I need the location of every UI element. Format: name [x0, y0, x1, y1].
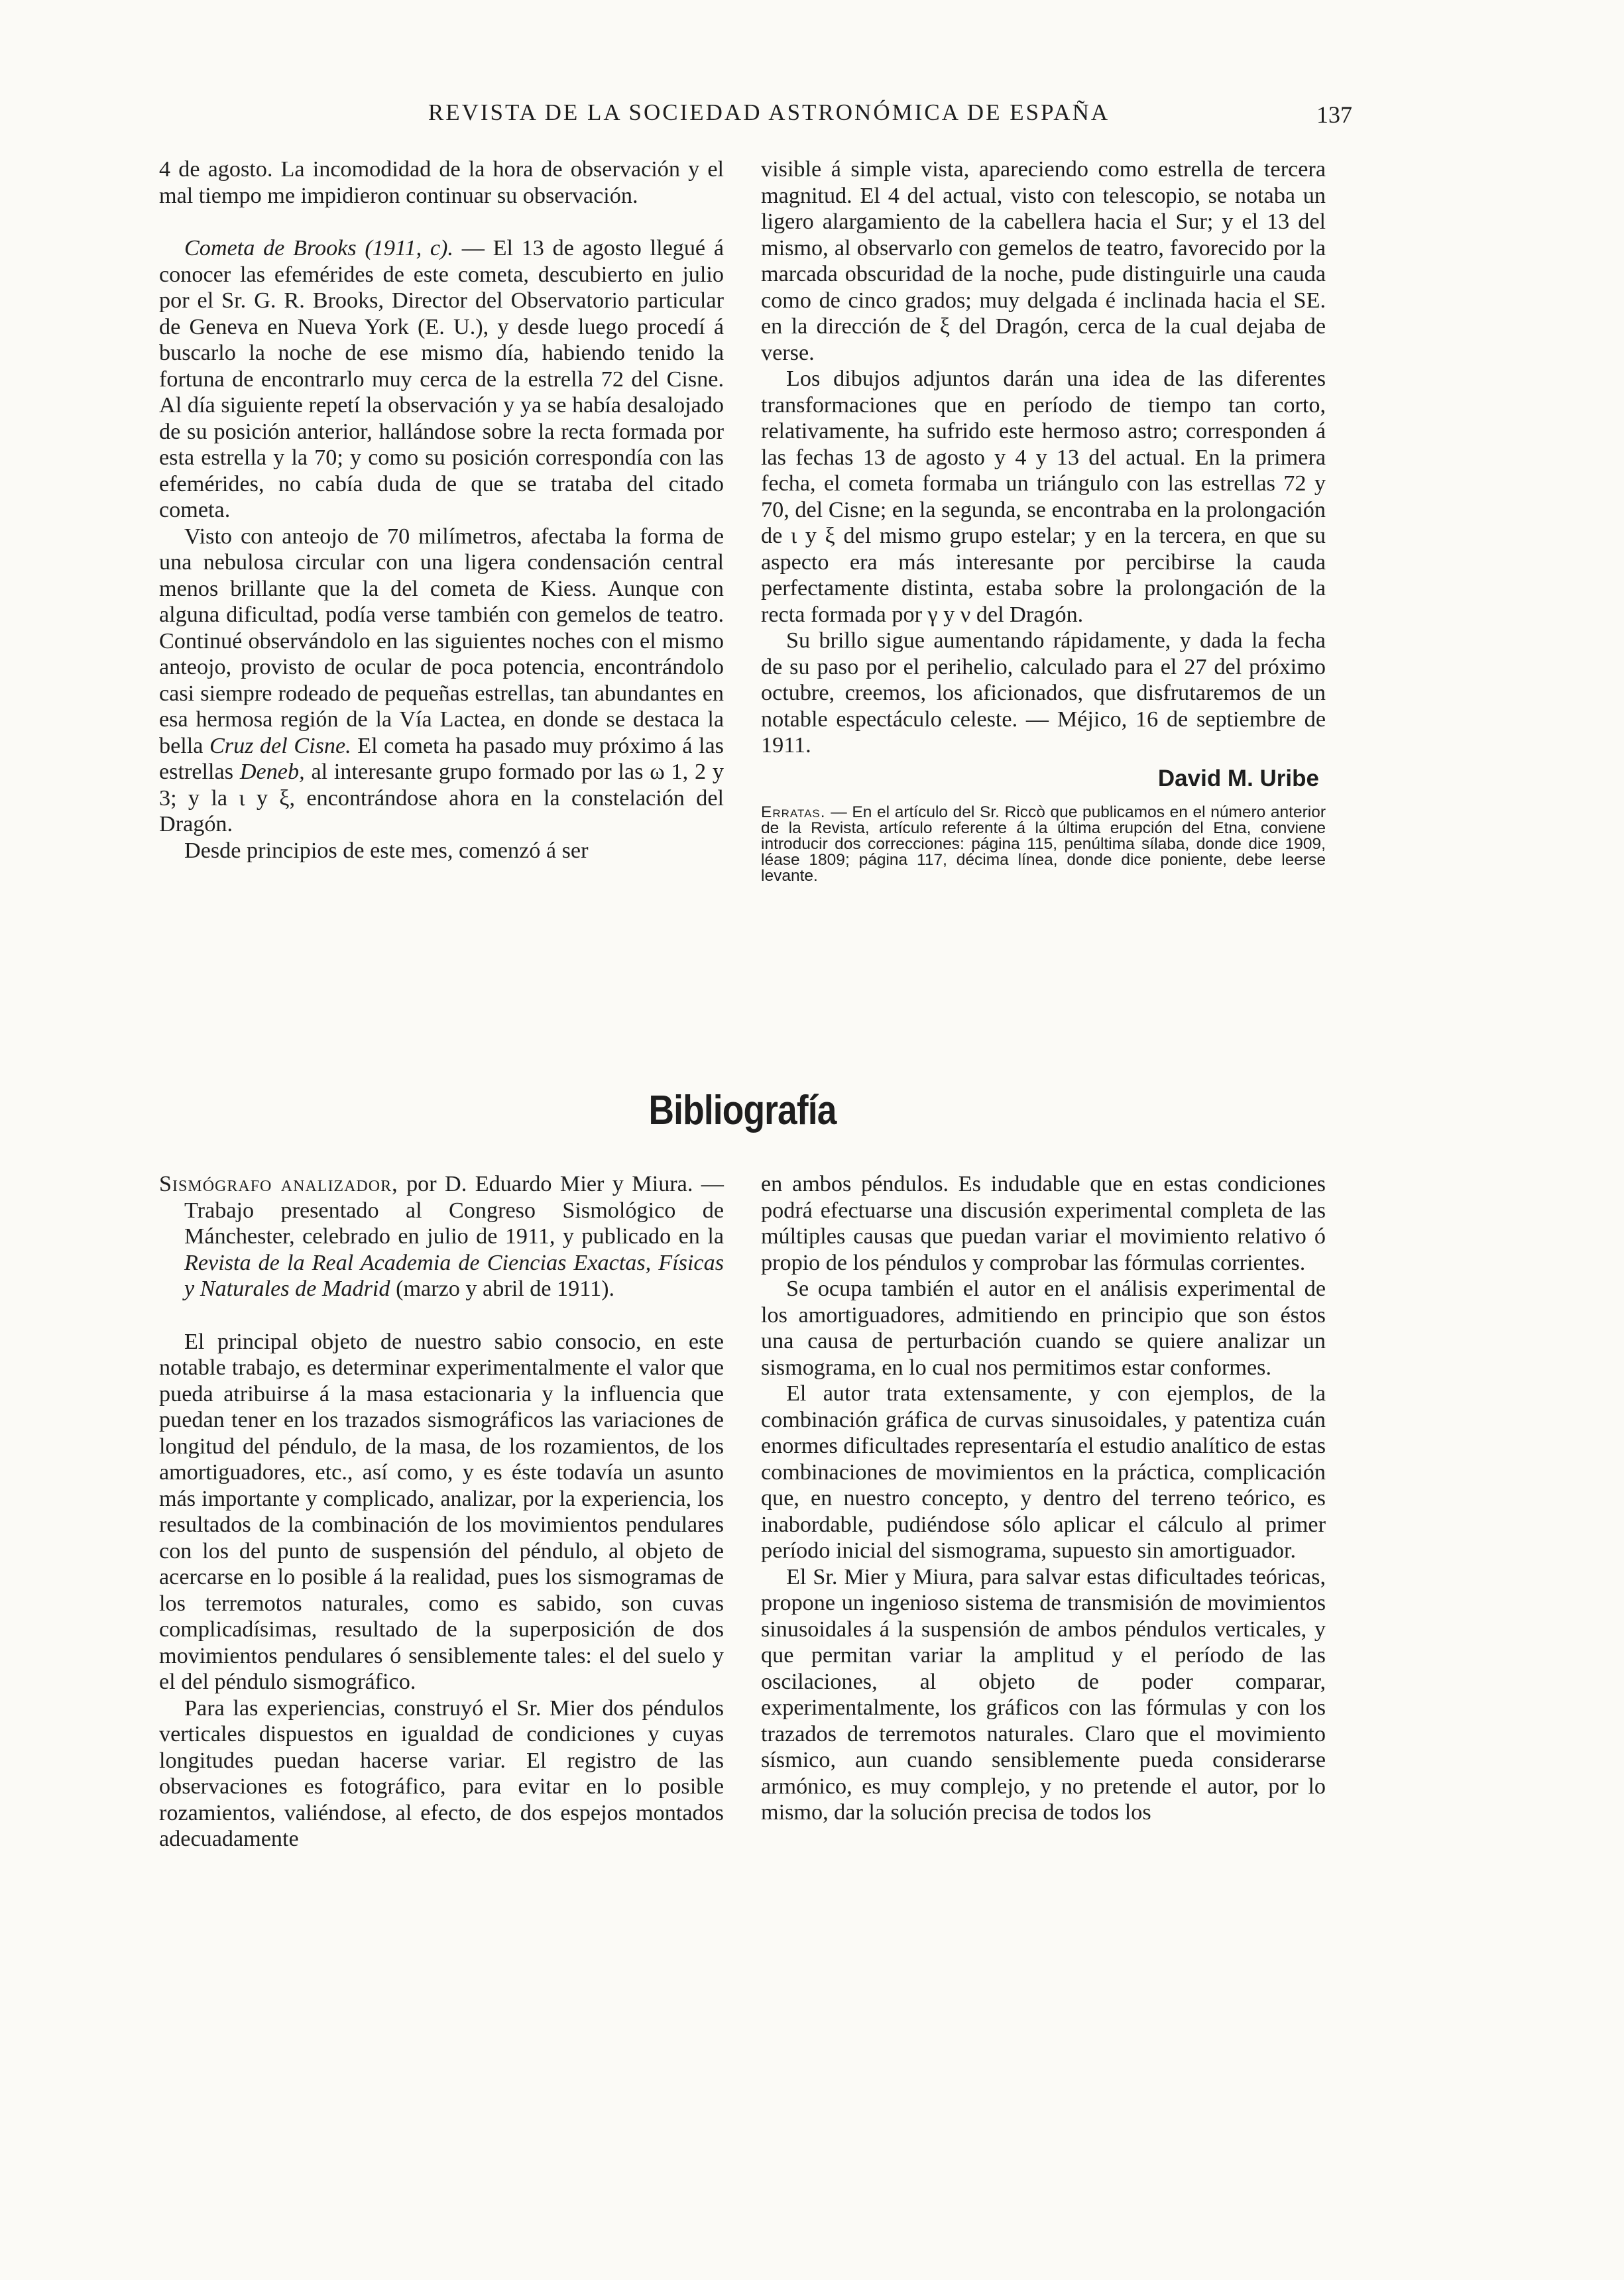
paragraph: en ambos péndulos. Es indudable que en estas condiciones podrá efectuarse una discusión experimental completa de las múltiples causas que puedan variar el movimiento relativo ó propio de los péndulos y comprobar las fórmulas corrientes.: [761, 1172, 1326, 1275]
paragraph: Desde principios de este mes, comenzó á ser: [184, 838, 589, 863]
paragraph: 4 de agosto. La incomodidad de la hora de observación y el mal tiempo me impidieron continuar su observación.: [159, 157, 724, 208]
paragraph: El autor trata extensamente, y con ejemplos, de la combinación gráfica de curvas sinusoidales, y patentiza cuán enormes dificultades representaría el estudio analítico de estas combinaciones de movimientos en la práctica, complicación que, en nuestro concepto, y dentro del terreno teórico, es inabordable, pudiéndose sólo aplicar el cálculo al primer período inicial del sismograma, supuesto sin amortiguador.: [761, 1381, 1326, 1563]
bibliographic-reference: Sismógrafo analizador, por D. Eduardo Mier y Miura. — Trabajo presentado al Congreso Sismológico de Mánchester, celebrado en julio de 1911, y publicado en la Revista de la Real Academia de Ciencias Exactas, Físicas y Naturales de Madrid (marzo y abril de 1911).: [159, 1172, 724, 1301]
paragraph: El principal objeto de nuestro sabio consocio, en este notable trabajo, es determinar experimentalmente el valor que pueda atribuirse á la masa estacionaria y la influencia que puedan tener en los trazados sismográficos las variaciones de longitud del péndulo, de la masa, de los rozamientos, de los amortiguadores, etc., así como, y es éste todavía un asunto más importante y complicado, analizar, por la experiencia, los resultados de la combinación de los movimientos pendulares con los del punto de suspensión del péndulo, al objeto de acercarse en lo posible á la realidad, pues los sismogramas de los terremotos naturales, como es sabido, son cuvas complicadísimas, resultado de la superposición de dos movimientos pendulares ó sensiblemente tales: el del suelo y el del péndulo sismográfico.: [159, 1329, 724, 1694]
paragraph: Para las experiencias, construyó el Sr. Mier dos péndulos verticales dispuestos en igualdad de condiciones y cuyas longitudes puedan hacerse variar. El registro de las observaciones es fotográfico, para evitar en lo posible rozamientos, valiéndose, al efecto, de dos espejos montados adecuadamente: [159, 1695, 724, 1851]
paragraph: Visto con anteojo de 70 milímetros, afectaba la forma de una nebulosa circular con una ligera condensación central menos brillante que la del cometa de Kiess. Aunque con alguna dificultad, podía verse también con gemelos de teatro. Continué observándolo en las siguientes noches con el mismo anteojo, provisto de ocular de poca potencia, encontrándolo casi siempre rodeado de pequeñas estrellas, tan abundantes en esa hermosa región de la Vía Lactea, en donde se destaca la bella Cruz del Cisne. El cometa ha pasado muy próximo á las estrellas Deneb, al interesante grupo formado por las ω 1, 2 y 3; y la ι y ξ, encontrándose ahora en la constelación del Dragón.: [159, 524, 725, 836]
errata-note: Erratas. — En el artículo del Sr. Riccò que publicamos en el número anterior de la Revista, artículo referente á la última erupción del Etna, conviene introducir dos correcciones: página 115, penúltima sílaba, donde dice 1909, léase 1809; página 117, décima línea, donde dice poniente, debe leerse levante.: [761, 803, 1326, 885]
paragraph: El Sr. Mier y Miura, para salvar estas dificultades teóricas, propone un ingenioso sistema de transmisión de movimientos sinusoidales á la suspensión de ambos péndulos verticales, y que permitan variar la amplitud y el período de las oscilaciones, al objeto de poder comparar, experimentalmente, los gráficos con las fórmulas y con los trazados de terremotos naturales. Claro que el movimiento sísmico, aun cuando sensiblemente pueda considerarse armónico, es muy complejo, y no pretende el autor, por lo mismo, dar la solución precisa de todos los: [761, 1564, 1326, 1825]
page-number: 137: [1316, 101, 1352, 128]
running-header: REVISTA DE LA SOCIEDAD ASTRONÓMICA DE ESPAÑA: [428, 99, 1110, 125]
paragraph: Los dibujos adjuntos darán una idea de las diferentes transformaciones que en período de tiempo tan corto, relativamente, ha sufrido este hermoso astro; corresponden á las fechas 13 de agosto y 4 y 13 del actual. En la primera fecha, el cometa formaba un triángulo con las estrellas 72 y 70, del Cisne; en la segunda, se encontraba en la prolongación de ι y ξ del mismo grupo estelar; y en la tercera, en que su aspecto era más interesante por percibirse la cauda perfectamente distinta, estaba sobre la prolongación de la recta formada por γ y ν del Dragón.: [761, 367, 1326, 627]
column-top-right: [761, 156, 1326, 884]
section-title: Bibliografía: [648, 1088, 837, 1133]
paragraph: visible á simple vista, apareciendo como estrella de tercera magnitud. El 4 del actual, visto con telescopio, se notaba un ligero alargamiento de la cabellera hacia el Sur; y el 13 del mismo, al observarlo con gemelos de teatro, favorecido por la marcada obscuridad de la noche, pude distinguirle una cauda como de cinco grados; muy delgada é inclinada hacia el SE. en la dirección de ξ del Dragón, cerca de la cual dejaba de verse.: [761, 157, 1326, 365]
column-bottom-left: [159, 1171, 724, 1852]
paragraph: Su brillo sigue aumentando rápidamente, y dada la fecha de su paso por el perihelio, calculado para el 27 del próximo octubre, creemos, los aficionados, que disfrutaremos de un notable espectáculo celeste. — Méjico, 16 de septiembre de 1911.: [761, 628, 1326, 758]
column-top-left: [159, 156, 724, 864]
author-signature: David M. Uribe: [1157, 765, 1319, 791]
paragraph: Se ocupa también el autor en el análisis experimental de los amortiguadores, admitiendo en principio que son éstos una causa de perturbación cuando se quiere analizar un sismograma, en lo cual nos permitimos estar conformes.: [761, 1277, 1326, 1380]
paragraph-cometa-brooks: Cometa de Brooks (1911, c). — El 13 de agosto llegué á conocer las efemérides de este cometa, descubierto en julio por el Sr. G. R. Brooks, Director del Observatorio particular de Geneva en Nueva York (E. U.), y desde luego procedí á buscarlo la noche de ese mismo día, habiendo tenido la fortuna de encontrarlo muy cerca de la estrella 72 del Cisne. Al día siguiente repetí la observación y ya se había desalojado de su posición anterior, hallándose sobre la recta formada por esta estrella y la 70; y como su posición correspondía con las efemérides, no cabía duda de que se trataba del citado cometa.: [159, 236, 724, 522]
section-lead: Cometa de Brooks (1911, c).: [184, 236, 453, 260]
column-bottom-right: [761, 1171, 1326, 1826]
